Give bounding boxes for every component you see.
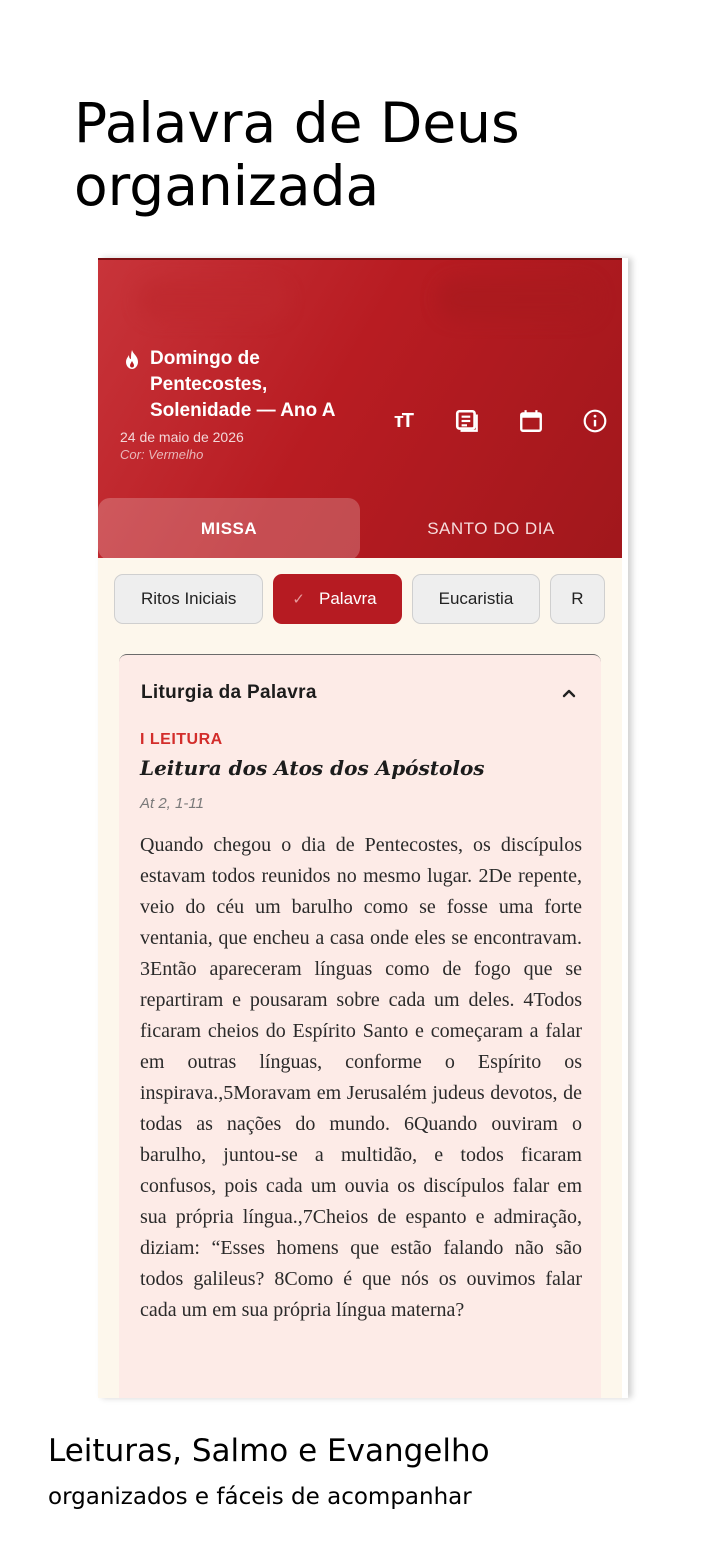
card-title: Liturgia da Palavra: [141, 682, 317, 703]
promo-footer-line-2: organizados e fáceis de acompanhar: [48, 1484, 472, 1510]
chip-label: Eucaristia: [438, 589, 514, 608]
chip-ritos-iniciais[interactable]: [114, 574, 263, 624]
chip-palavra[interactable]: [273, 574, 401, 624]
app-header: [98, 258, 622, 558]
header-blur-decoration: [138, 280, 288, 320]
tab-santo-do-dia[interactable]: SANTO DO DIA: [427, 519, 555, 538]
chevron-up-icon[interactable]: [557, 681, 581, 705]
liturgical-color: Cor: Vermelho: [120, 447, 204, 462]
header-toolbar: [388, 406, 610, 436]
chip-eucaristia[interactable]: [412, 574, 541, 624]
tab-missa[interactable]: MISSA: [98, 498, 360, 560]
reading-text: Quando chegou o dia de Pentecostes, os discípulos estavam todos reunidos no mesmo lugar. 2De repente, veio do céu um barulho como se fosse uma forte ventania, que encheu a casa onde eles se encontravam. 3Então apareceram línguas como de fogo que se repartiram e pousaram sobre cada um deles. 4Todos ficaram cheios do Espírito Santo e começaram a falar em outras línguas, conforme o Espírito os inspirava.,5Moravam em Jerusalém judeus devotos, de todas as nações do mundo. 6Quando ouviram o barulho, juntou-se a multidão, e todos ficaram confusos, pois cada um ouvia os discípulos falar em sua própria língua.,7Cheios de espanto e admiração, diziam: “Esses homens que estão falando não são todos galileus? 8Como é que nós os ouvimos falar cada um em sua própria língua materna?: [140, 834, 582, 1321]
chip-label: Palavra: [319, 589, 377, 608]
headline-line-1: Palavra de Deus: [74, 91, 520, 155]
liturgy-card: [119, 654, 601, 1398]
content-area: [98, 640, 622, 1398]
phone-screen: [98, 258, 622, 1398]
promo-footer-line-1: Leituras, Salmo e Evangelho: [48, 1433, 490, 1469]
promo-headline: [74, 92, 694, 218]
feast-title: Domingo de Pentecostes, Solenidade — Ano A: [150, 348, 336, 421]
main-tabs: [98, 498, 622, 560]
reading-title: Leitura dos Atos dos Apóstolos: [140, 756, 485, 780]
text-size-icon[interactable]: тT: [393, 409, 412, 432]
reading-label: I LEITURA: [140, 731, 223, 748]
book-icon[interactable]: [452, 406, 482, 436]
check-icon: ✓: [292, 591, 305, 608]
header-blur-decoration: [438, 278, 598, 320]
reading-reference: At 2, 1-11: [140, 795, 204, 812]
chip-next[interactable]: [550, 574, 604, 624]
flame-icon: [120, 348, 144, 372]
chip-label: R: [571, 589, 584, 608]
feast-info: [120, 346, 360, 462]
info-icon[interactable]: [580, 406, 610, 436]
calendar-icon[interactable]: [516, 406, 546, 436]
card-header[interactable]: [141, 681, 581, 705]
chip-label: Ritos Iniciais: [141, 589, 237, 608]
section-chips: [114, 574, 622, 624]
headline-line-2: organizada: [74, 154, 380, 218]
feast-date: 24 de maio de 2026: [120, 429, 244, 445]
